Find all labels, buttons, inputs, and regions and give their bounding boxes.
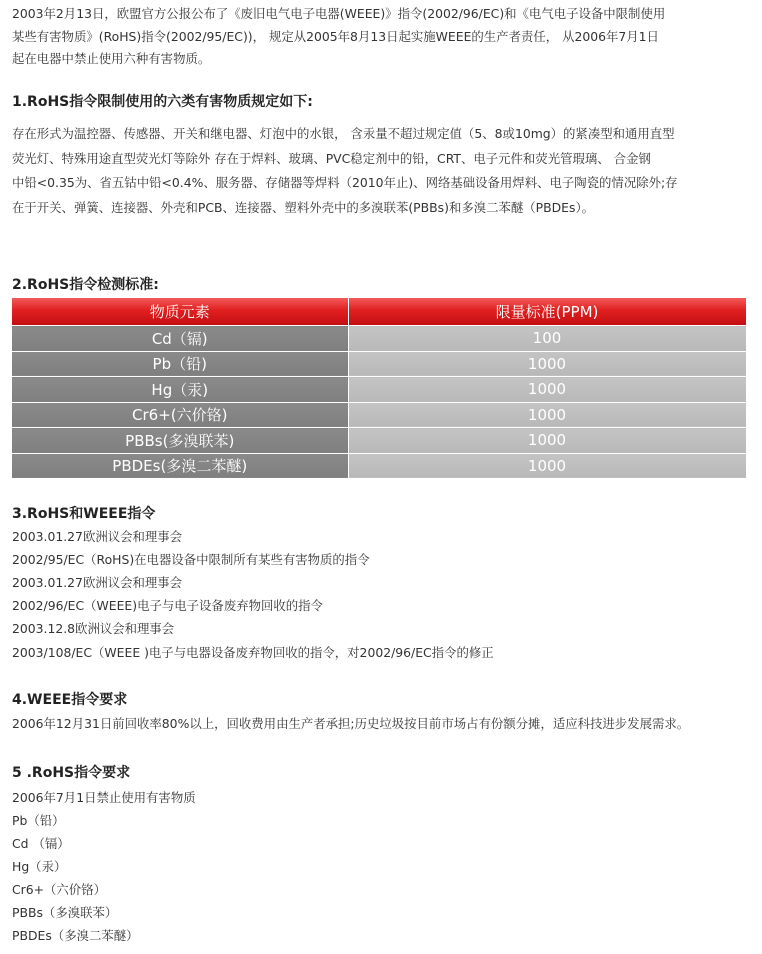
section3-line: 2002/96/EC（WEEE)电子与电子设备废弃物回收的指令 <box>12 598 323 613</box>
limit-cell: 100 <box>348 326 746 352</box>
table-row <box>12 326 746 352</box>
limit-cell: 1000 <box>348 428 746 454</box>
table-row <box>12 351 746 377</box>
section5-line: 2006年7月1日禁止使用有害物质 <box>12 790 196 805</box>
substance-cell: PBBs(多溴联苯) <box>12 428 348 454</box>
substance-cell: Cr6+(六价铬) <box>12 402 348 428</box>
section1-line: 存在形式为温控器、传感器、开关和继电器、灯泡中的水银， 含汞量不超过规定值（5、8或10mg）的紧凑型和通用直型 <box>12 126 675 141</box>
section3-heading: 3.RoHS和WEEE指令 <box>12 506 156 522</box>
substance-cell: Pb（铅) <box>12 351 348 377</box>
rohs-limits-table <box>12 298 747 478</box>
intro-line: 起在电器中禁止使用六种有害物质。 <box>12 51 211 66</box>
section5-line: Cd （镉） <box>12 836 70 851</box>
table-row <box>12 453 746 478</box>
section5-line: Pb（铅） <box>12 813 65 828</box>
section5-line: PBBs（多溴联苯） <box>12 905 118 920</box>
section3-line: 2003.01.27欧洲议会和理事会 <box>12 529 183 544</box>
limit-cell: 1000 <box>348 453 746 478</box>
limit-cell: 1000 <box>348 351 746 377</box>
section2-heading: 2.RoHS指令检测标准: <box>12 277 159 293</box>
section1-paragraph <box>12 122 678 220</box>
intro-paragraph <box>12 3 665 71</box>
column-header-substance: 物质元素 <box>12 298 348 326</box>
section5-line: PBDEs（多溴二苯醚） <box>12 928 139 943</box>
section3-line: 2003.12.8欧洲议会和理事会 <box>12 621 175 636</box>
section5-line: Cr6+（六价铬） <box>12 882 106 897</box>
section3-line: 2003/108/EC（WEEE )电子与电器设备废弃物回收的指令，对2002/96/EC指令的修正 <box>12 645 494 660</box>
table-row <box>12 377 746 403</box>
substance-cell: PBDEs(多溴二苯醚) <box>12 453 348 478</box>
section4-heading: 4.WEEE指令要求 <box>12 692 128 708</box>
table-header-row <box>12 298 746 326</box>
limit-cell: 1000 <box>348 377 746 403</box>
section3-line: 2003.01.27欧洲议会和理事会 <box>12 575 183 590</box>
substance-cell: Hg（汞) <box>12 377 348 403</box>
section1-line: 荧光灯、特殊用途直型荧光灯等除外 存在于焊料、玻璃、PVC稳定剂中的铅，CRT、电子元件和荧光管瑕璃、 合金钢 <box>12 150 651 166</box>
table-row <box>12 428 746 454</box>
limit-cell: 1000 <box>348 402 746 428</box>
section5-heading: 5 .RoHS指令要求 <box>12 765 131 781</box>
substance-cell: Cd（镉) <box>12 326 348 352</box>
section3-line: 2002/95/EC（RoHS)在电器设备中限制所有某些有害物质的指令 <box>12 552 370 567</box>
intro-line: 2003年2月13日，欧盟官方公报公布了《废旧电气电子电器(WEEE)》指令(2002/96/EC)和《电气电子设备中限制使用 <box>12 6 666 21</box>
intro-line: 某些有害物质》(RoHS)指令(2002/95/EC))， 规定从2005年8月13日起实施WEEE的生产者责任， 从2006年7月1日 <box>12 28 659 44</box>
section1-line: 中铅<0.35为、省五钴中铅<0.4%、服务器、存储器等焊料（2010年止)、网络基础设备用焊料、电子陶瓷的情况除外;存 <box>12 175 678 190</box>
section5-line: Hg（汞） <box>12 859 67 874</box>
section1-line: 在于开关、弹簧、连接器、外壳和PCB、连接器、塑料外壳中的多溴联苯(PBBs)和多溴二苯醚（PBDEs）。 <box>12 199 595 215</box>
table-row <box>12 402 746 428</box>
column-header-limit: 限量标准(PPM) <box>348 298 746 326</box>
section4-line: 2006年12月31日前回收率80%以上，回收费用由生产者承担;历史垃圾按目前市场占有份额分摊，适应科技进步发展需求。 <box>12 716 690 731</box>
section1-heading: 1.RoHS指令限制使用的六类有害物质规定如下: <box>12 94 313 110</box>
